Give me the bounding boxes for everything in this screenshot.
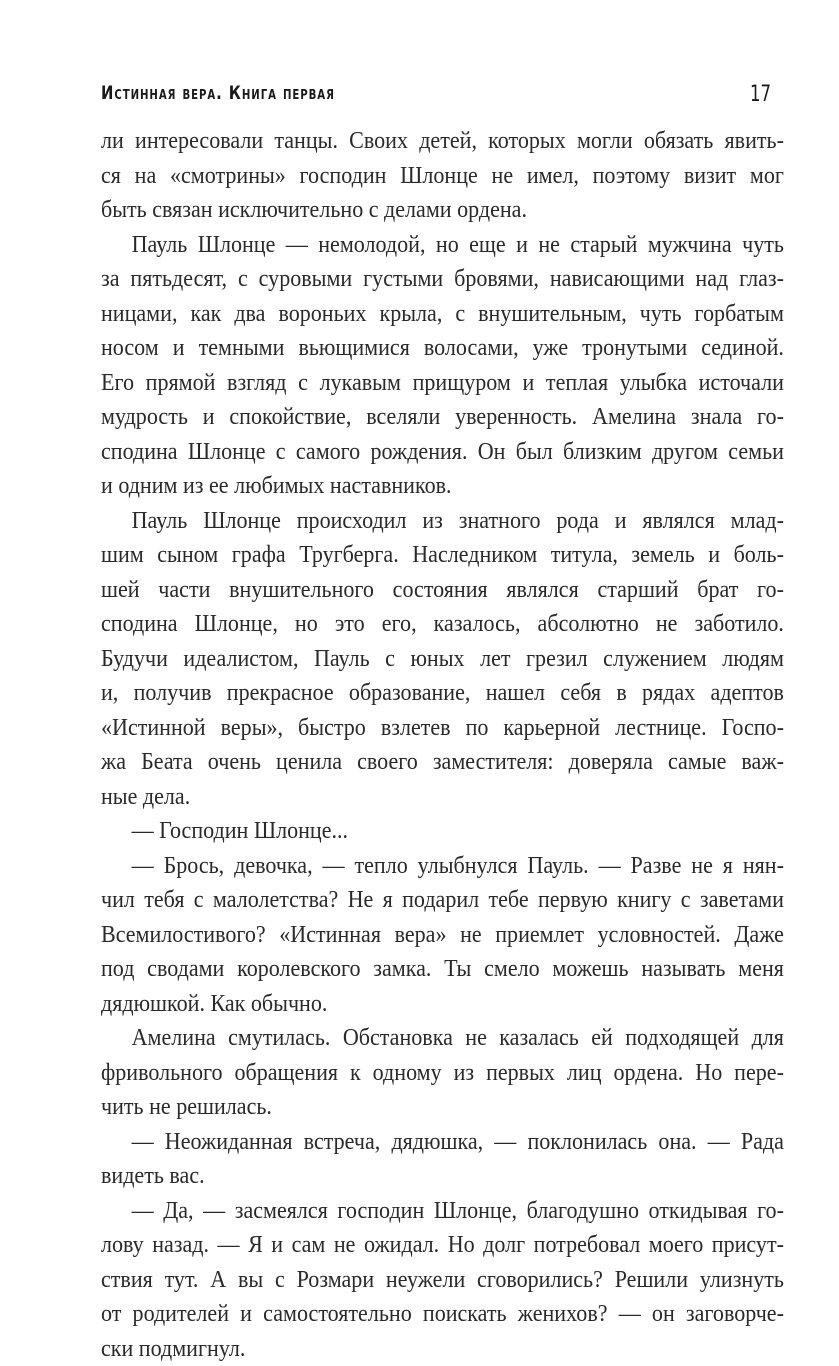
text-line: — Неожиданная встреча, дядюшка, — поклонилась она. — Рада [101, 1125, 784, 1160]
text-line: — Брось, девочка, — тепло улыбнулся Пауль. — Разве не я нян- [101, 849, 784, 884]
text-line: носом и темными вьющимися волосами, уже тронутыми сединой. [101, 331, 784, 366]
text-line: Пауль Шлонце происходил из знатного рода и являлся млад- [101, 504, 784, 539]
text-line: ствия тут. А вы с Розмари неужели сговорились? Решили улизнуть [101, 1263, 784, 1298]
text-line: сподина Шлонце, но это его, казалось, абсолютно не заботило. [101, 607, 784, 642]
text-line: — Да, — засмеялся господин Шлонце, благодушно откидывая го- [101, 1194, 784, 1229]
body-text [101, 124, 784, 1366]
text-line: Его прямой взгляд с лукавым прищуром и теплая улыбка источали [101, 366, 784, 401]
text-line: сподина Шлонце с самого рождения. Он был близким другом семьи [101, 435, 784, 470]
text-line: лову назад. — Я и сам не ожидал. Но долг потребовал моего присут- [101, 1228, 784, 1263]
text-line: ницами, как два вороньих крыла, с внушительным, чуть горбатым [101, 297, 784, 332]
text-line: Пауль Шлонце — немолодой, но еще и не старый мужчина чуть [101, 228, 784, 263]
text-line: жа Беата очень ценила своего заместителя: доверяла самые важ- [101, 745, 784, 780]
text-line: «Истинной веры», быстро взлетев по карьерной лестнице. Госпо- [101, 711, 784, 746]
text-line: ся на «смотрины» господин Шлонце не имел, поэтому визит мог [101, 159, 784, 194]
running-title: Истинная вера. Книга первая [101, 82, 335, 104]
text-line: ски подмигнул. [101, 1332, 784, 1366]
text-line: Всемилостивого? «Истинная вера» не приемлет условностей. Даже [101, 918, 784, 953]
text-line: видеть вас. [101, 1159, 784, 1194]
text-line: быть связан исключительно с делами ордена. [101, 193, 784, 228]
text-line: чил тебя с малолетства? Не я подарил тебе первую книгу с заветами [101, 883, 784, 918]
text-line: ли интересовали танцы. Своих детей, которых могли обязать явить- [101, 124, 784, 159]
text-line: под сводами королевского замка. Ты смело можешь называть меня [101, 952, 784, 987]
text-line: ные дела. [101, 780, 784, 815]
text-line: шим сыном графа Тругберга. Наследником титула, земель и боль- [101, 538, 784, 573]
page-number: 17 [750, 82, 771, 107]
text-line: мудрость и спокойствие, вселяли уверенность. Амелина знала го- [101, 400, 784, 435]
text-line: — Господин Шлонце... [101, 814, 784, 849]
text-line: чить не решилась. [101, 1090, 784, 1125]
text-line: дядюшкой. Как обычно. [101, 987, 784, 1022]
text-line: Амелина смутилась. Обстановка не казалась ей подходящей для [101, 1021, 784, 1056]
text-line: Будучи идеалистом, Пауль с юных лет грезил служением людям [101, 642, 784, 677]
text-line: и, получив прекрасное образование, нашел себя в рядах адептов [101, 676, 784, 711]
text-line: шей части внушительного состояния являлся старший брат го- [101, 573, 784, 608]
running-header [101, 80, 779, 112]
text-line: от родителей и самостоятельно поискать женихов? — он заговорче- [101, 1297, 784, 1332]
text-line: фривольного обращения к одному из первых лиц ордена. Но пере- [101, 1056, 784, 1091]
text-line: и одним из ее любимых наставников. [101, 469, 784, 504]
text-line: за пятьдесят, с суровыми густыми бровями, нависающими над глаз- [101, 262, 784, 297]
